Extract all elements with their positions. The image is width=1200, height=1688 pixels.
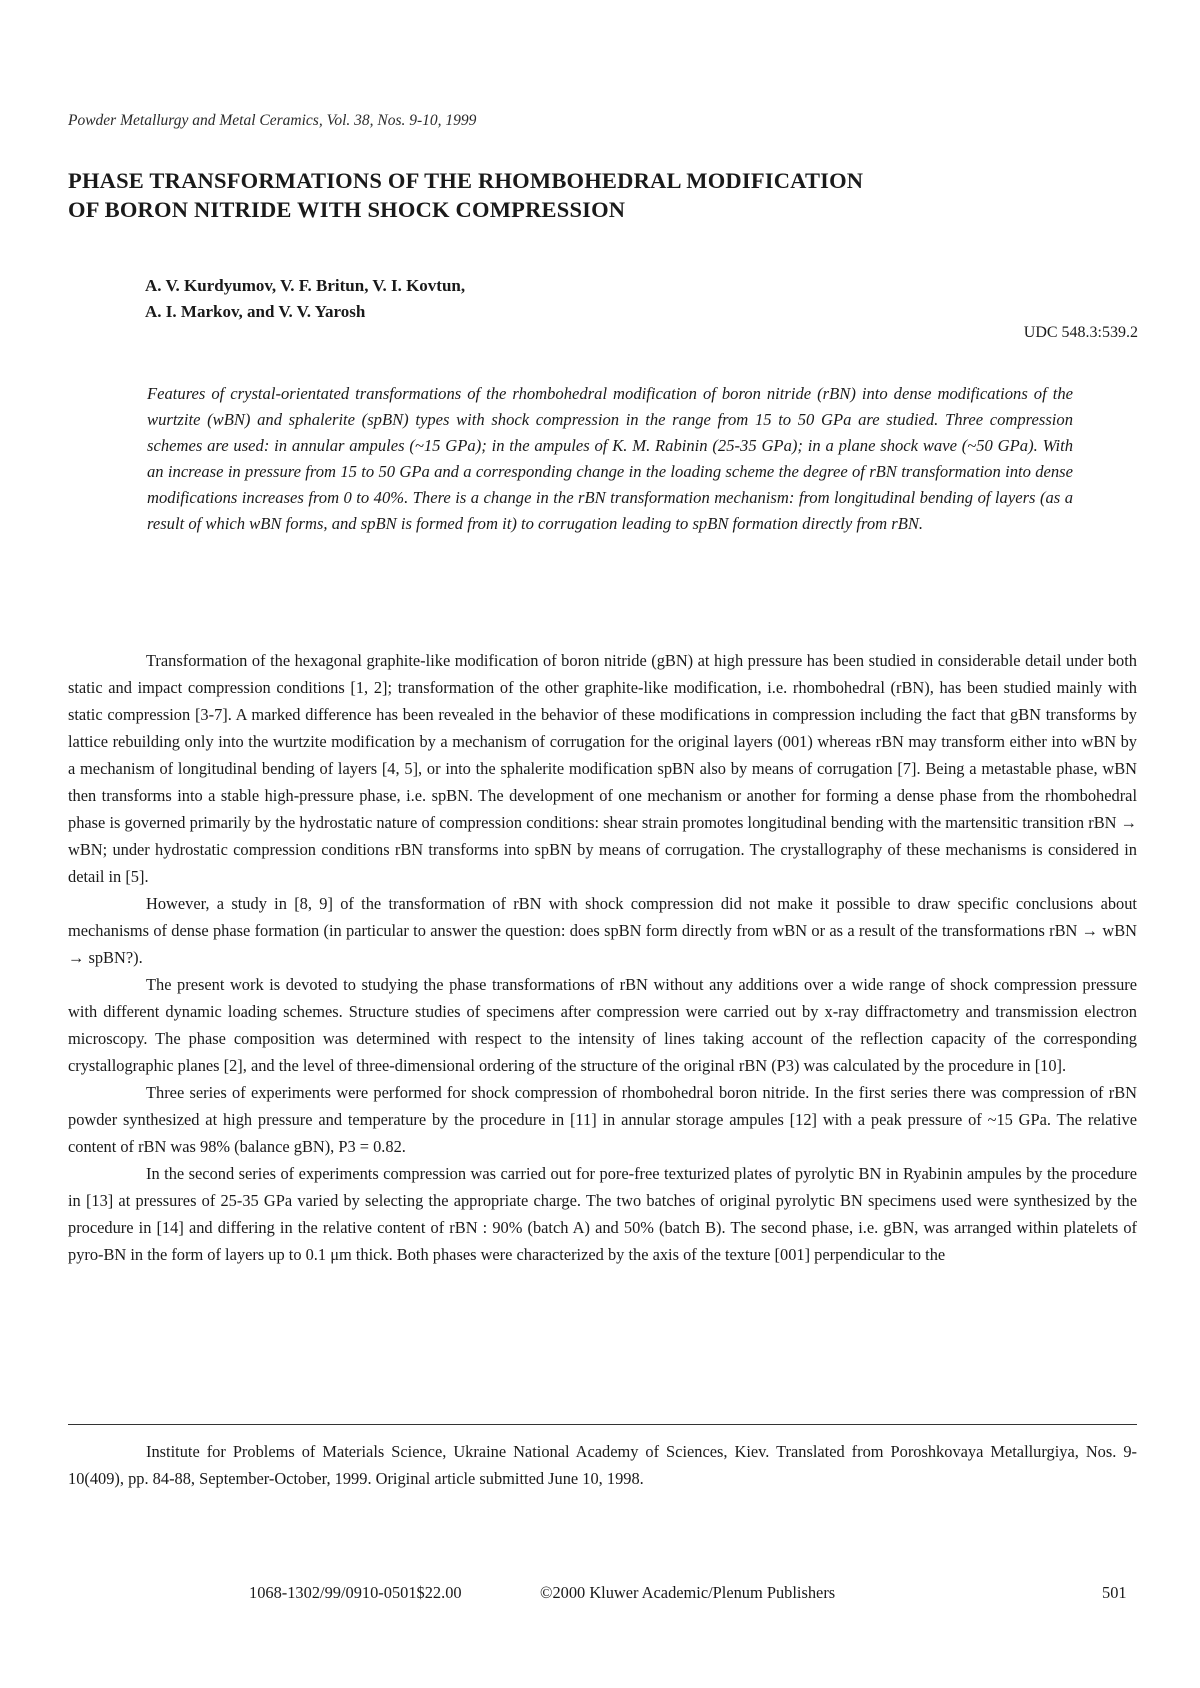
body-paragraph: In the second series of experiments compression was carried out for pore-free texturized plates of pyrolytic BN in Ryabinin ampules by the procedure in [13] at pressures of 25-35 GPa varied by selecting the appropriate charge. The two batches of original pyrolytic BN specimens used were synthesized by the procedure in [14] and differing in the relative content of rBN : 90% (batch A) and 50% (batch B). The second phase, i.e. gBN, was arranged within platelets of pyro-BN in the form of layers up to 0.1 μm thick. Both phases were characterized by the axis of the texture [001] perpendicular to the xyxy=(68,1164,1137,1264)
copyright-notice: ©2000 Kluwer Academic/Plenum Publishers xyxy=(540,1583,836,1602)
udc-code: UDC 548.3:539.2 xyxy=(1023,324,1138,341)
author-list xyxy=(145,273,465,325)
abstract: Features of crystal-orientated transformations of the rhombohedral modification of boron nitride (rBN) into dense modifications of the wurtzite (wBN) and sphalerite (spBN) types with shock compression in the range from 15 to 50 GPa are studied. Three compression schemes are used: in annular ampules (~15 GPa); in the ampules of K. M. Rabinin (25-35 GPa); in a plane shock wave (~50 GPa). With an increase in pressure from 15 to 50 GPa and a corresponding change in the loading scheme the degree of rBN transformation into dense modifications increases from 0 to 40%. There is a change in the rBN transformation mechanism: from longitudinal bending of layers (as a result of which wBN forms, and spBN is formed from it) to corrugation leading to spBN formation directly from rBN. xyxy=(147,384,1073,533)
body-paragraph: Transformation of the hexagonal graphite-like modification of boron nitride (gBN) at high pressure has been studied in considerable detail under both static and impact compression conditions [1, 2]; transformation of the other graphite-like modification, i.e. rhombohedral (rBN), has been studied mainly with static compression [3-7]. A marked difference has been revealed in the behavior of these modifications in compression including the fact that gBN transforms by lattice rebuilding only into the wurtzite modification by a mechanism of corrugation for the original layers (001) whereas rBN may transform either into wBN by a mechanism of longitudinal bending of layers [4, 5], or into the sphalerite modification spBN also by means of corrugation [7]. Being a metastable phase, wBN then transforms into a stable high-pressure phase, i.e. spBN. The development of one mechanism or another for forming a dense phase from the rhombohedral phase is governed primarily by the hydrostatic nature of compression conditions: shear strain promotes longitudinal bending with the martensitic transition rBN → wBN; under hydrostatic compression conditions rBN transforms into spBN by means of corrugation. The crystallography of these mechanisms is considered in detail in [5]. xyxy=(68,651,1137,886)
article-title xyxy=(68,166,1068,224)
article-body xyxy=(68,647,1137,1268)
body-paragraph: The present work is devoted to studying the phase transformations of rBN without any additions over a wide range of shock compression pressure with different dynamic loading schemes. Structure studies of specimens after compression were carried out by x-ray diffractometry and transmission electron microscopy. The phase composition was determined with respect to the intensity of lines taking account of the reflection capacity of the corresponding crystallographic planes [2], and the level of three-dimensional ordering of the structure of the original rBN (P3) was calculated by the procedure in [10]. xyxy=(68,975,1137,1075)
body-paragraph: However, a study in [8, 9] of the transformation of rBN with shock compression did not make it possible to draw specific conclusions about mechanisms of dense phase formation (in particular to answer the question: does spBN form directly from wBN or as a result of the transformations rBN → wBN → spBN?). xyxy=(68,894,1137,967)
footnote-divider xyxy=(68,1424,1137,1425)
affiliation-footnote: Institute for Problems of Materials Science, Ukraine National Academy of Sciences, Kiev. Translated from Poroshkovaya Metallurgiya, Nos. 9-10(409), pp. 84-88, September-October, 1999. Original article submitted June 10, 1998. xyxy=(68,1442,1137,1488)
authors-line-1: A. V. Kurdyumov, V. F. Britun, V. I. Kovtun, xyxy=(145,276,466,295)
issn-code: 1068-1302/99/0910-0501$22.00 xyxy=(249,1583,462,1602)
journal-header: Powder Metallurgy and Metal Ceramics, Vol. 38, Nos. 9-10, 1999 xyxy=(68,112,477,129)
title-line-1: PHASE TRANSFORMATIONS OF THE RHOMBOHEDRAL MODIFICATION xyxy=(68,168,864,193)
title-line-2: OF BORON NITRIDE WITH SHOCK COMPRESSION xyxy=(68,197,626,222)
page-number: 501 xyxy=(1102,1583,1127,1602)
body-paragraph: Three series of experiments were performed for shock compression of rhombohedral boron nitride. In the first series there was compression of rBN powder synthesized at high pressure and temperature by the procedure in [11] in annular storage ampules [12] with a peak pressure of ~15 GPa. The relative content of rBN was 98% (balance gBN), P3 = 0.82. xyxy=(68,1083,1137,1156)
authors-line-2: A. I. Markov, and V. V. Yarosh xyxy=(145,302,366,321)
